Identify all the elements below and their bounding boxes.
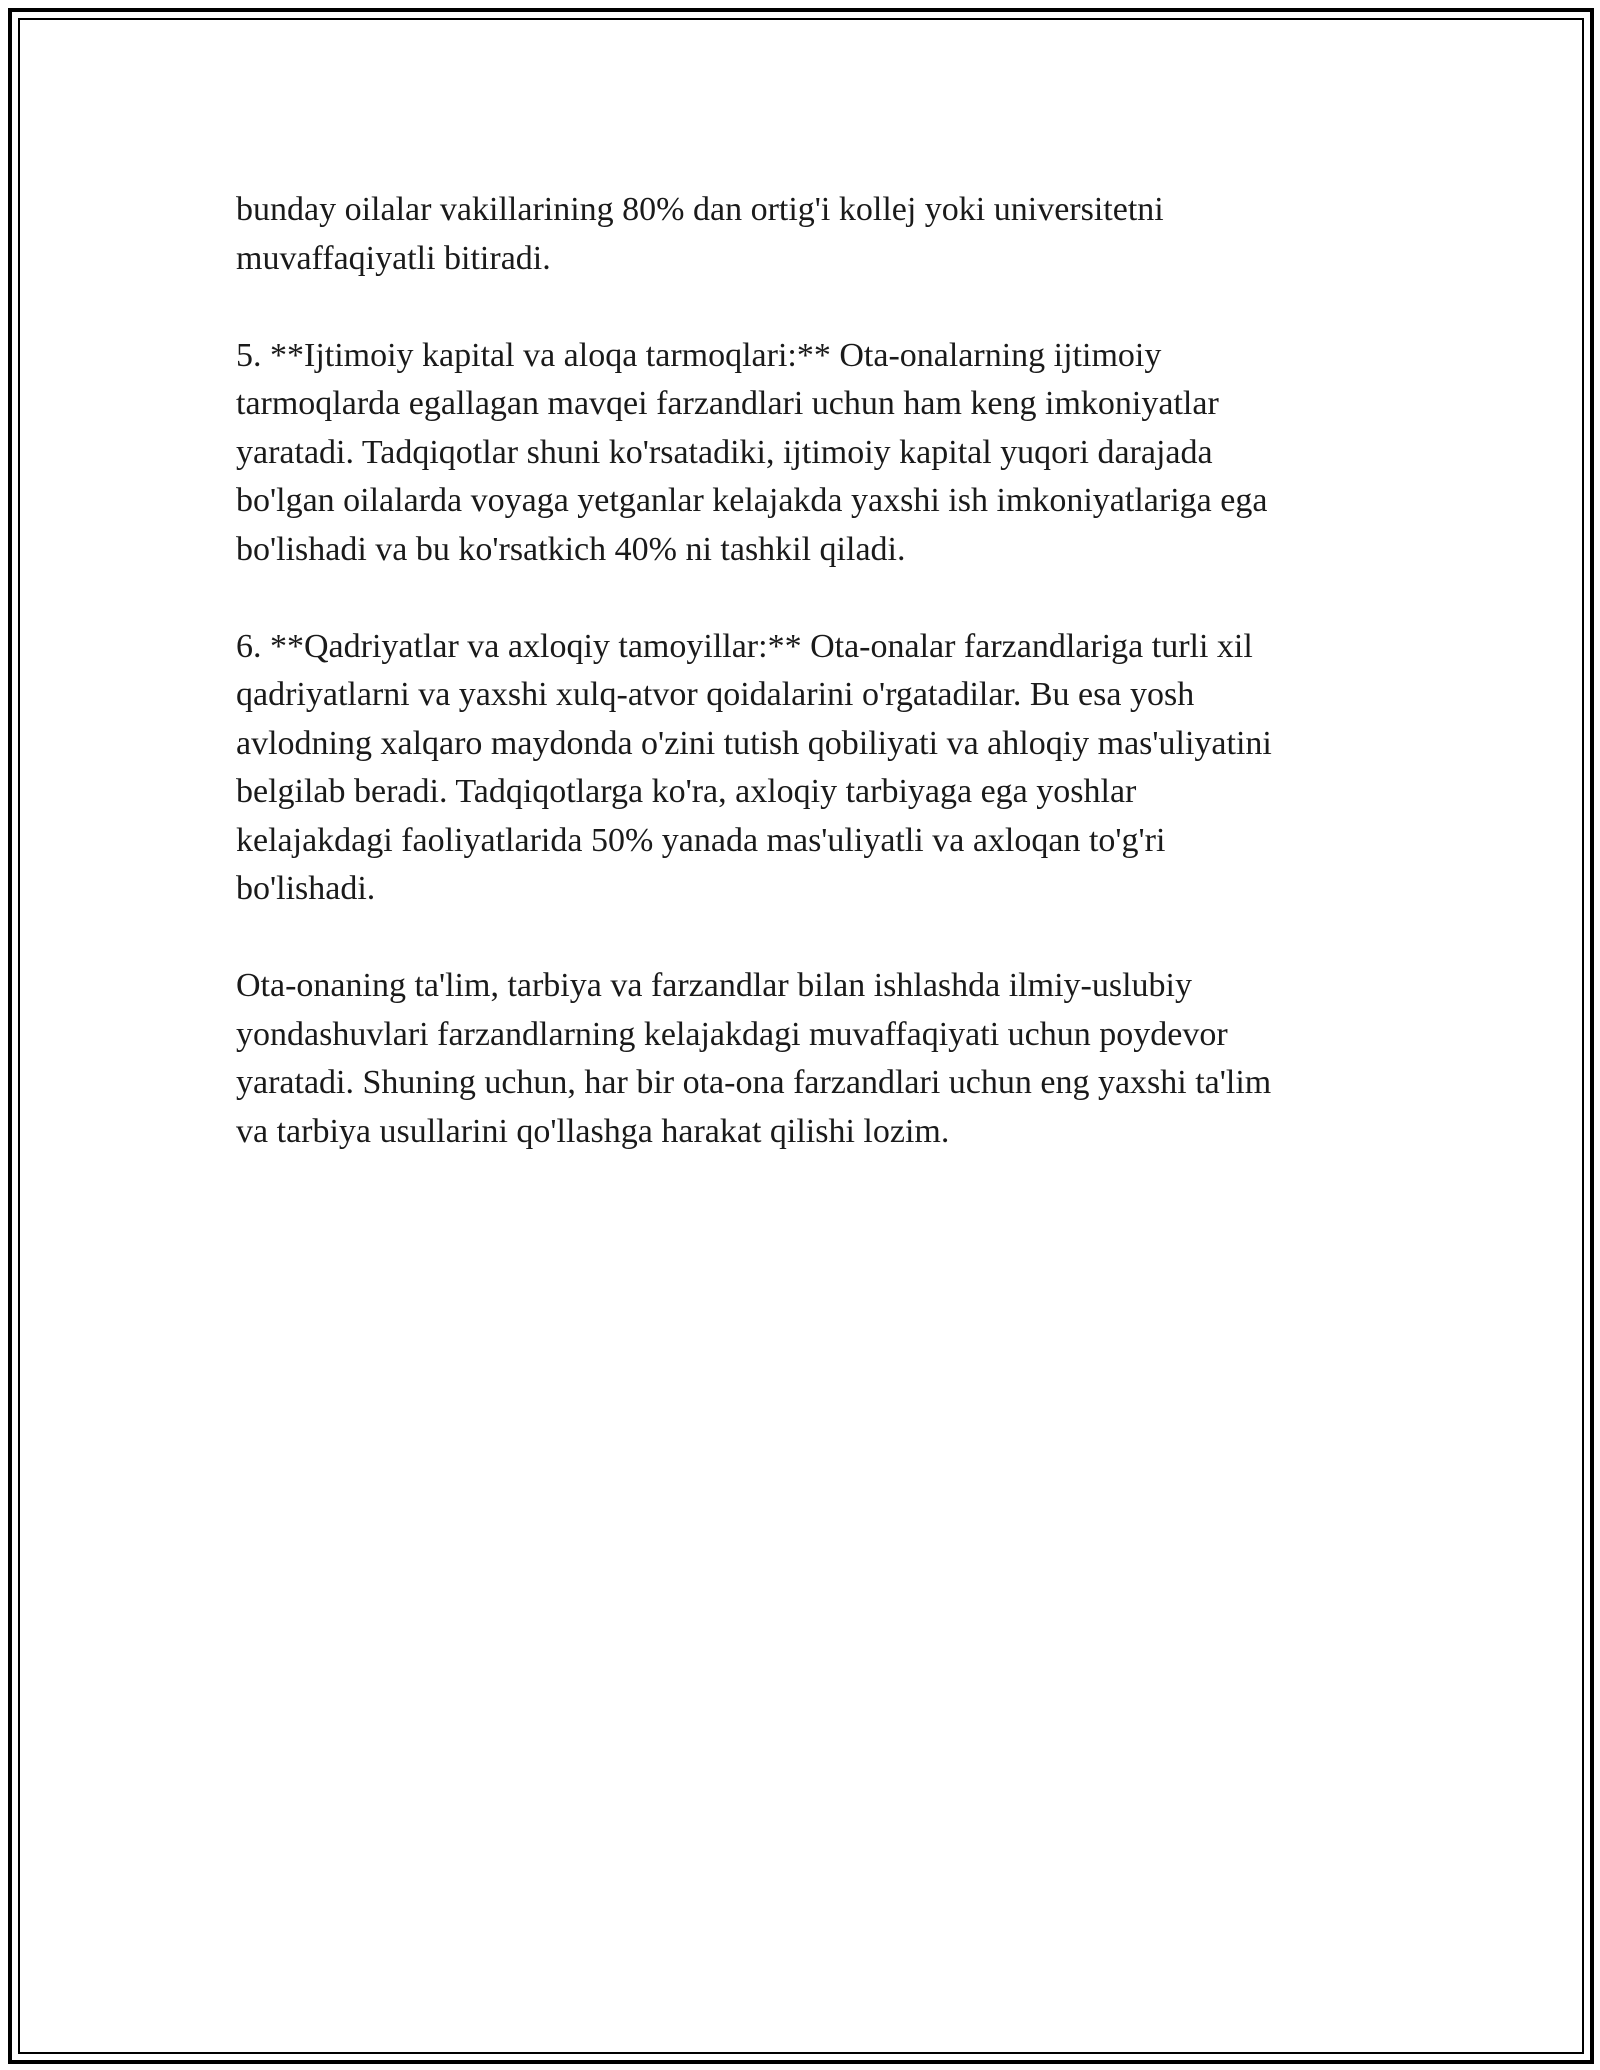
- text-line: yondashuvlari farzandlarning kelajakdagi muvaffaqiyati uchun poydevor: [236, 1015, 1228, 1053]
- text-line: muvaffaqiyatli bitiradi.: [236, 239, 551, 277]
- text-line: va tarbiya usullarini qo'llashga harakat qilishi lozim.: [236, 1112, 950, 1150]
- text-line: 6. **Qadriyatlar va axloqiy tamoyillar:** Ota-onalar farzandlariga turli xil: [236, 627, 1253, 665]
- paragraph-conclusion: [236, 962, 1376, 1156]
- text-line: yaratadi. Shuning uchun, har bir ota-ona farzandlari uchun eng yaxshi ta'lim: [236, 1064, 1272, 1101]
- text-line: qadriyatlarni va yaxshi xulq-atvor qoidalarini o'rgatadilar. Bu esa yosh: [236, 676, 1195, 713]
- paragraph-values-ethics: [236, 623, 1376, 914]
- text-line: 5. **Ijtimoiy kapital va aloqa tarmoqlari:** Ota-onalarning ijtimoiy: [236, 336, 1162, 374]
- text-line: avlodning xalqaro maydonda o'zini tutish qobiliyati va ahloqiy mas'uliyatini: [236, 724, 1272, 762]
- document-body: [236, 186, 1376, 1205]
- text-line: bunday oilalar vakillarining 80% dan ortig'i kollej yoki universitetni: [236, 191, 1164, 228]
- paragraph-social-capital: [236, 332, 1376, 575]
- text-line: bo'lishadi va bu ko'rsatkich 40% ni tashkil qiladi.: [236, 530, 906, 568]
- text-line: yaratadi. Tadqiqotlar shuni ko'rsatadiki, ijtimoiy kapital yuqori darajada: [236, 433, 1213, 471]
- text-line: kelajakdagi faoliyatlarida 50% yanada mas'uliyatli va axloqan to'g'ri: [236, 821, 1166, 859]
- paragraph-continuation: [236, 186, 1376, 283]
- text-line: belgilab beradi. Tadqiqotlarga ko'ra, axloqiy tarbiyaga ega yoshlar: [236, 773, 1137, 810]
- text-line: bo'lgan oilalarda voyaga yetganlar kelajakda yaxshi ish imkoniyatlariga ega: [236, 482, 1268, 519]
- text-line: tarmoqlarda egallagan mavqei farzandlari uchun ham keng imkoniyatlar: [236, 385, 1219, 422]
- text-line: Ota-onaning ta'lim, tarbiya va farzandlar bilan ishlashda ilmiy-uslubiy: [236, 967, 1192, 1004]
- text-line: bo'lishadi.: [236, 870, 376, 907]
